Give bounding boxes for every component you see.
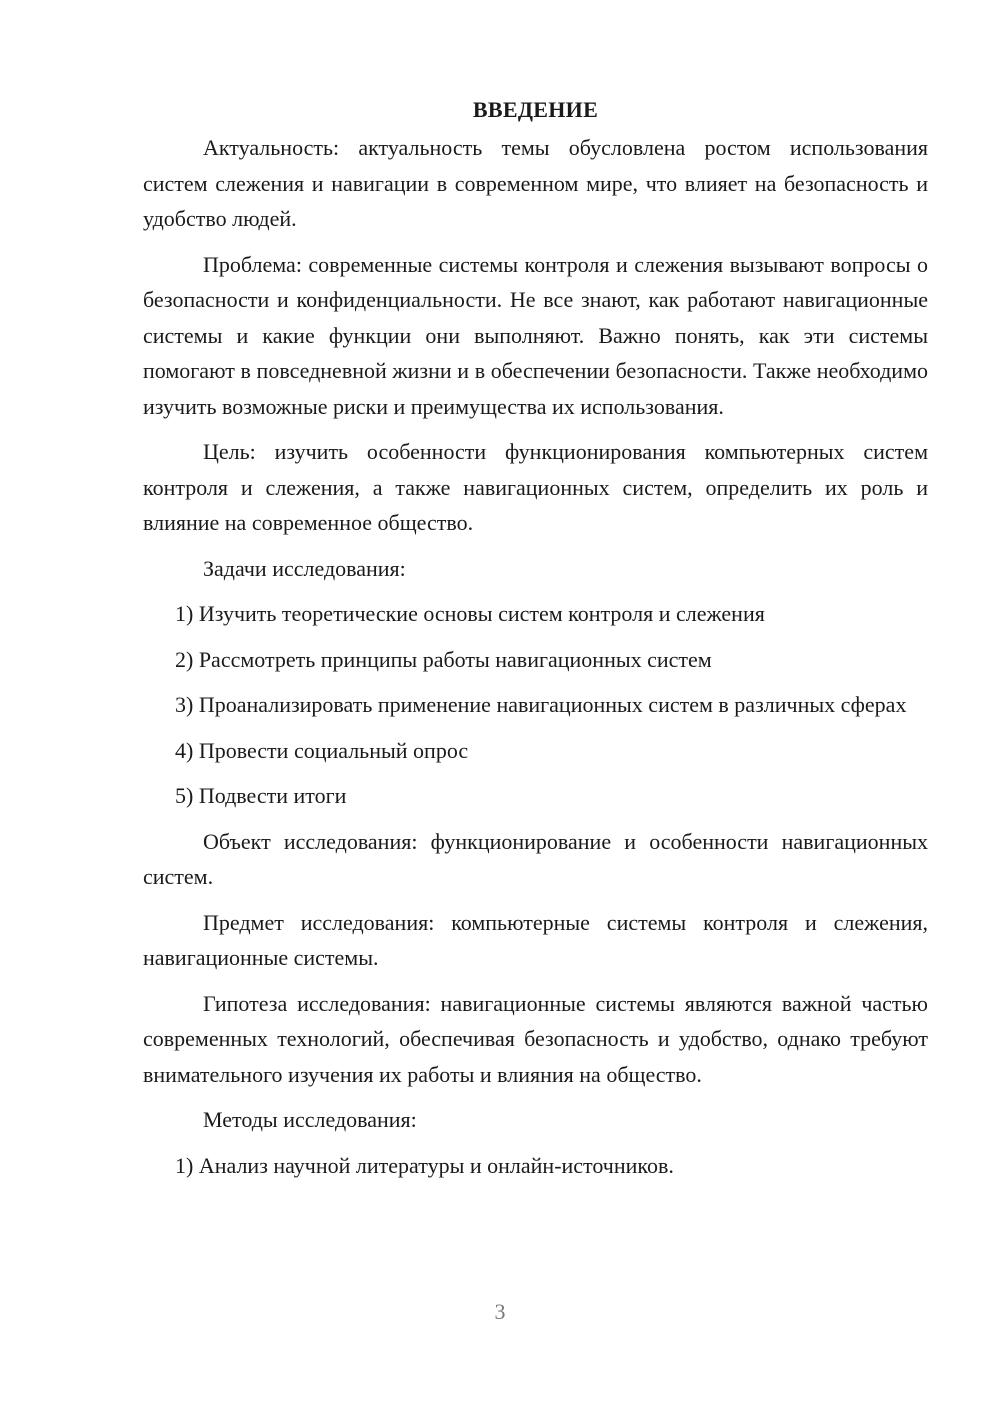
subject-paragraph: Предмет исследования: компьютерные системы контроля и слежения, навигационные системы. bbox=[143, 909, 928, 970]
task-item: 4) Провести социальный опрос bbox=[175, 737, 469, 763]
method-item: 1) Анализ научной литературы и онлайн-источников. bbox=[175, 1152, 674, 1178]
relevance-paragraph: Актуальность: актуальность темы обусловлена ростом использования систем слежения и навигации в современном мире, что влияет на безопасность и удобство людей. bbox=[143, 135, 928, 231]
document-page bbox=[143, 92, 928, 1193]
object-paragraph: Объект исследования: функционирование и особенности навигационных систем. bbox=[143, 828, 928, 889]
section-heading: ВВЕДЕНИЕ bbox=[472, 97, 599, 122]
task-item: 1) Изучить теоретические основы систем контроля и слежения bbox=[175, 601, 765, 626]
page-number: 3 bbox=[494, 1299, 506, 1324]
task-item: 3) Проанализировать применение навигационных систем в различных сферах bbox=[175, 692, 907, 717]
tasks-heading: Задачи исследования: bbox=[203, 555, 406, 581]
task-item: 5) Подвести итоги bbox=[175, 783, 347, 808]
methods-heading: Методы исследования: bbox=[203, 1107, 417, 1132]
task-item: 2) Рассмотреть принципы работы навигационных систем bbox=[175, 646, 712, 672]
problem-paragraph: Проблема: современные системы контроля и слежения вызывают вопросы о безопасности и конфиденциальности. Не все знают, как работают навигационные системы и какие функции они выполняют. Важно понять, как эти системы помогают в повседневной жизни и в обеспечении безопасности. Также необходимо изучить возможные риски и преимущества их использования. bbox=[143, 251, 928, 419]
hypothesis-paragraph: Гипотеза исследования: навигационные системы являются важной частью современных технологий, обеспечивая безопасность и удобство, однако требуют внимательного изучения их работы и влияния на общество. bbox=[143, 990, 928, 1087]
goal-paragraph: Цель: изучить особенности функционирования компьютерных систем контроля и слежения, а также навигационных систем, определить их роль и влияние на современное общество. bbox=[143, 439, 928, 535]
